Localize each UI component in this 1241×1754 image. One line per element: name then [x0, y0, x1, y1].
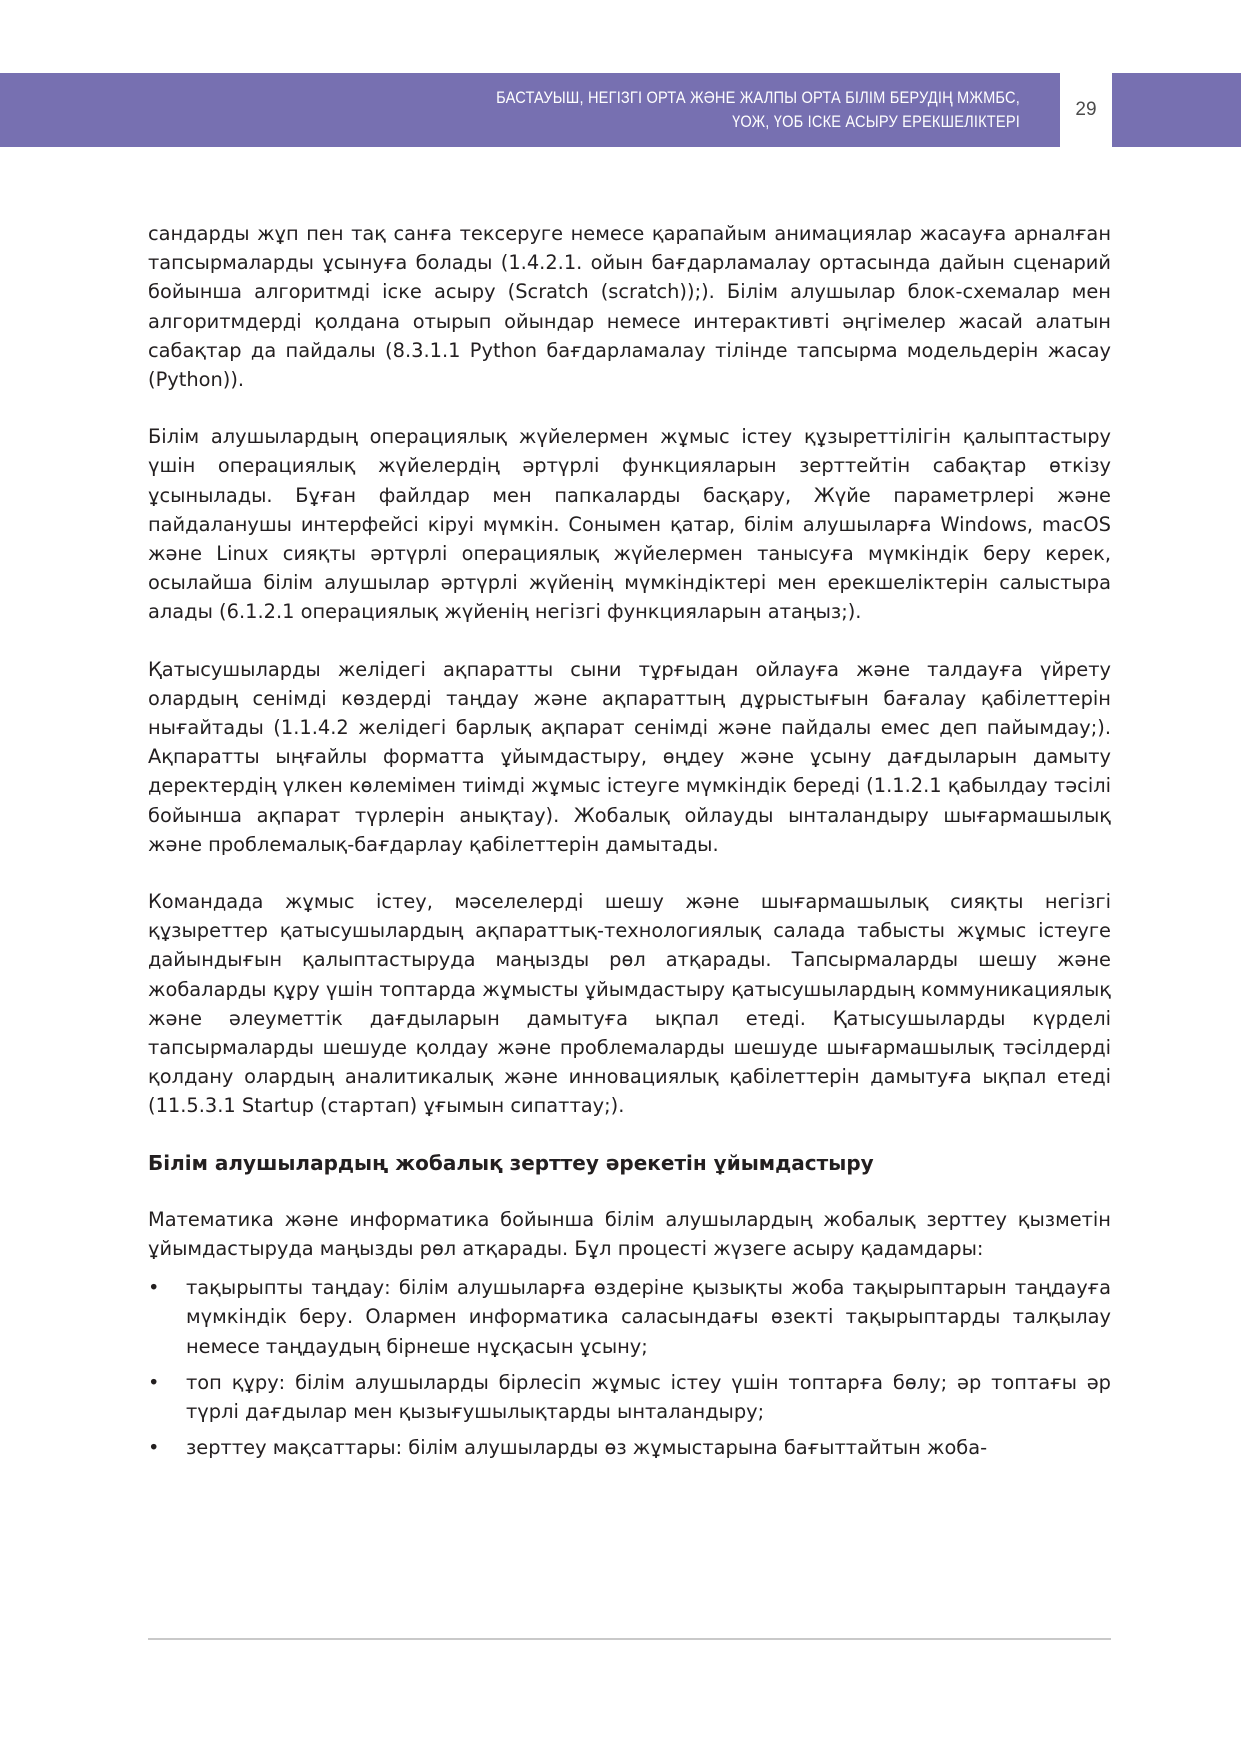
- list-item: [148, 1368, 1111, 1426]
- paragraph: Білім алушылардың операциялық жүйелермен жұмыс істеу құзыреттілігін қалыптастыру үшін операциялық жүйелердің әртүрлі функцияларын зерттейтін сабақтар өткізу ұсынылады. Бұған файлдар мен папкаларды басқару, Жүйе параметрлері және пайдаланушы интерфейсі кіруі мүмкін. Сонымен қатар, білім алушыларға Windows, macOS және Linux сияқты әртүрлі операциялық жүйелермен танысуға мүмкіндік беру керек, осылайша білім алушылар әртүрлі жүйенің мүмкіндіктері мен ерекшеліктерін салыстыра алады (6.1.2.1 операциялық жүйенің негізгі функцияларын атаңыз;).: [148, 425, 1111, 624]
- running-header-line-2: ҮОЖ, ҮОБ ІСКЕ АСЫРУ ЕРЕКШЕЛІКТЕРІ: [732, 112, 1020, 131]
- page-number: 29: [1075, 99, 1097, 120]
- list-item: [148, 1433, 1111, 1462]
- running-header-title: [143, 73, 1020, 147]
- list-item: [148, 1273, 1111, 1361]
- paragraph: Командада жұмыс істеу, мәселелерді шешу және шығармашылық сияқты негізгі құзыреттер қатысушылардың ақпараттық-технологиялық салада табысты жұмыс істеуге дайындығын қалыптастыруда маңызды рөл атқарады. Тапсырмаларды шешу және жобаларды құру үшін топтарда жұмысты ұйымдастыру қатысушылардың коммуникациялық және әлеуметтік дағдыларын дамытуға ықпал етеді. Қатысушыларды күрделі тапсырмаларды шешуде қолдау және проблемаларды шешуде шығармашылық тәсілдерді қолдану олардың аналитикалық және инновациялық қабілеттерін дамытуға ықпал етеді (11.5.3.1 Startup (стартап) ұғымын сипаттау;).: [148, 890, 1111, 1118]
- section-intro: Математика және информатика бойынша білім алушылардың жобалық зерттеу қызметін ұйымдастыруда маңызды рөл атқарады. Бұл процесті жүзеге асыру қадамдары:: [148, 1207, 1111, 1260]
- list-item-text: тақырыпты таңдау: білім алушыларға өздеріне қызықты жоба тақырыптарын таңдауға мүмкіндік беру. Олармен информатика саласындағы өзекті тақырыптарды талқылау немесе таңдаудың бірнеше нұсқасын ұсыну;: [186, 1276, 1111, 1358]
- section-heading: Білім алушылардың жобалық зерттеу әрекетін ұйымдастыру: [148, 1150, 874, 1175]
- running-header-line-1: БАСТАУЫШ, НЕГІЗГІ ОРТА ЖӘНЕ ЖАЛПЫ ОРТА БІЛІМ БЕРУДІҢ МЖМБС,: [496, 88, 1021, 107]
- footer-divider: [148, 1638, 1111, 1640]
- paragraph: Қатысушыларды желідегі ақпаратты сыни тұрғыдан ойлауға және талдауға үйрету олардың сенімді көздерді таңдау және ақпараттың дұрыстығын бағалау қабілеттерін нығайтады (1.1.4.2 желідегі барлық ақпарат сенімді және пайдалы емес деп пайымдау;). Ақпаратты ыңғайлы форматта ұйымдастыру, өңдеу және ұсыну дағдыларын дамыту деректердің үлкен көлемімен тиімді жұмыс істеуге мүмкіндік береді (1.1.2.1 қабылдау тәсілі бойынша ақпарат түрлерін анықтау). Жобалық ойлауды ынталандыру шығармашылық және проблемалық-бағдарлау қабілеттерін дамытады.: [148, 657, 1111, 856]
- list-item-text: зерттеу мақсаттары: білім алушыларды өз жұмыстарына бағыттайтын жоба-: [186, 1436, 988, 1460]
- bullet-list: [148, 1273, 1111, 1462]
- header-tab: [1112, 73, 1241, 147]
- page-body: [148, 219, 1111, 1469]
- bullet-marker: •: [148, 1436, 160, 1460]
- paragraph: сандарды жұп пен тақ санға тексеруге немесе қарапайым анимациялар жасауға арналған тапсырмаларды ұсынуға болады (1.4.2.1. ойын бағдарламалау ортасында дайын сценарий бойынша алгоритмді іске асыру (Scratch (scratch));). Білім алушылар блок-схемалар мен алгоритмдерді қолдана отырып ойындар немесе интерактивті әңгімелер жасай алатын сабақтар да пайдалы (8.3.1.1 Python бағдарламалау тілінде тапсырма модельдерін жасау (Python)).: [148, 222, 1111, 392]
- bullet-marker: •: [148, 1370, 160, 1394]
- bullet-marker: •: [148, 1276, 160, 1300]
- list-item-text: топ құру: білім алушыларды бірлесіп жұмыс істеу үшін топтарға бөлу; әр топтағы әр түрлі дағдылар мен қызығушылықтарды ынталандыру;: [186, 1370, 1111, 1423]
